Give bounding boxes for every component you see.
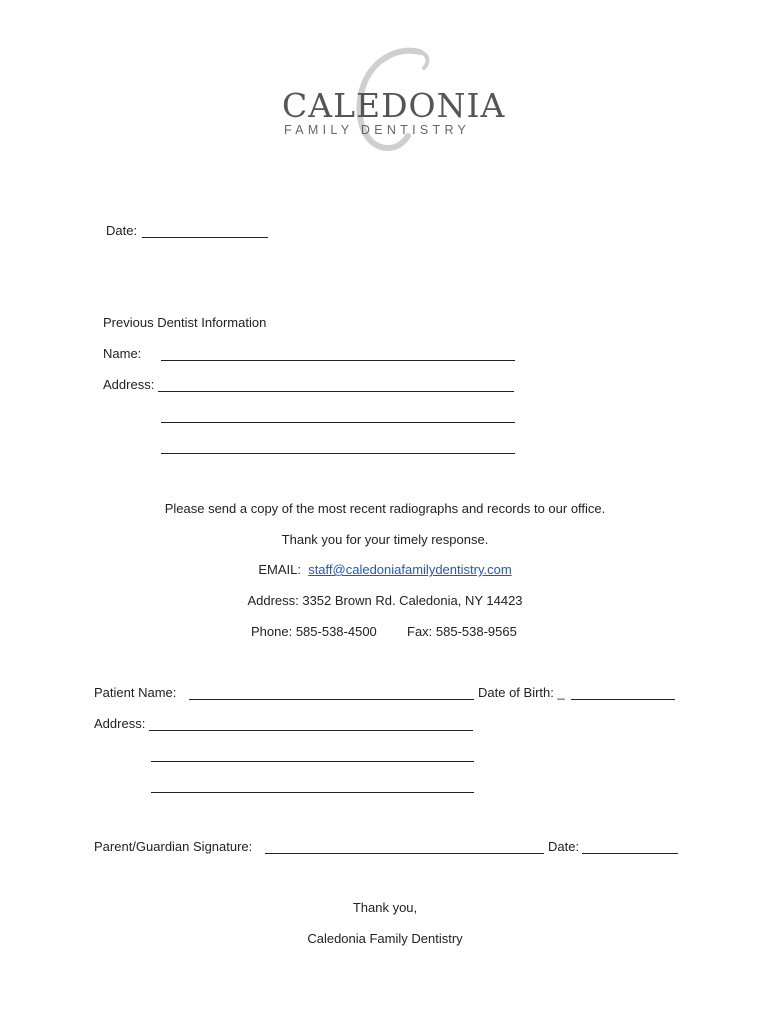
section-title: Previous Dentist Information: [103, 315, 267, 330]
request-text: Please send a copy of the most recent radiographs and records to our office.: [164, 501, 606, 516]
email-label: EMAIL:: [258, 562, 301, 577]
dentist-address-label: Address:: [103, 377, 155, 392]
patient-address-field-1[interactable]: [149, 730, 473, 731]
logo-subtitle: FAMILY DENTISTRY: [284, 123, 471, 137]
logo-name: CALEDONIA: [282, 86, 506, 125]
patient-address-label: Address:: [94, 716, 146, 731]
fax-text: Fax: 585-538-9565: [407, 624, 517, 639]
date-label: Date:: [106, 223, 138, 238]
dentist-name-field[interactable]: [161, 360, 515, 361]
dentist-address-field-3[interactable]: [161, 453, 515, 454]
signature-date-label: Date:: [548, 839, 580, 854]
thanks-text: Thank you for your timely response.: [281, 532, 489, 547]
dentist-address-field-1[interactable]: [158, 391, 514, 392]
email-link[interactable]: staff@caledoniafamilydentistry.com: [308, 562, 512, 577]
closing-practice: Caledonia Family Dentistry: [307, 931, 463, 946]
phone-text: Phone: 585-538-4500: [251, 624, 377, 639]
dentist-address-field-2[interactable]: [161, 422, 515, 423]
signature-label: Parent/Guardian Signature:: [94, 839, 253, 854]
dentist-name-label: Name:: [103, 346, 142, 361]
signature-date-field[interactable]: [582, 853, 678, 854]
office-address: Address: 3352 Brown Rd. Caledonia, NY 14423: [247, 593, 523, 608]
email-line: [0, 562, 770, 578]
patient-name-field[interactable]: [189, 699, 474, 700]
signature-field[interactable]: [265, 853, 544, 854]
patient-address-field-3[interactable]: [151, 792, 474, 793]
patient-address-field-2[interactable]: [151, 761, 474, 762]
date-field[interactable]: [142, 237, 268, 238]
dob-field[interactable]: [571, 699, 675, 700]
patient-name-label: Patient Name:: [94, 685, 177, 700]
dob-label: Date of Birth: _: [478, 685, 565, 700]
closing-thank-you: Thank you,: [352, 900, 418, 915]
